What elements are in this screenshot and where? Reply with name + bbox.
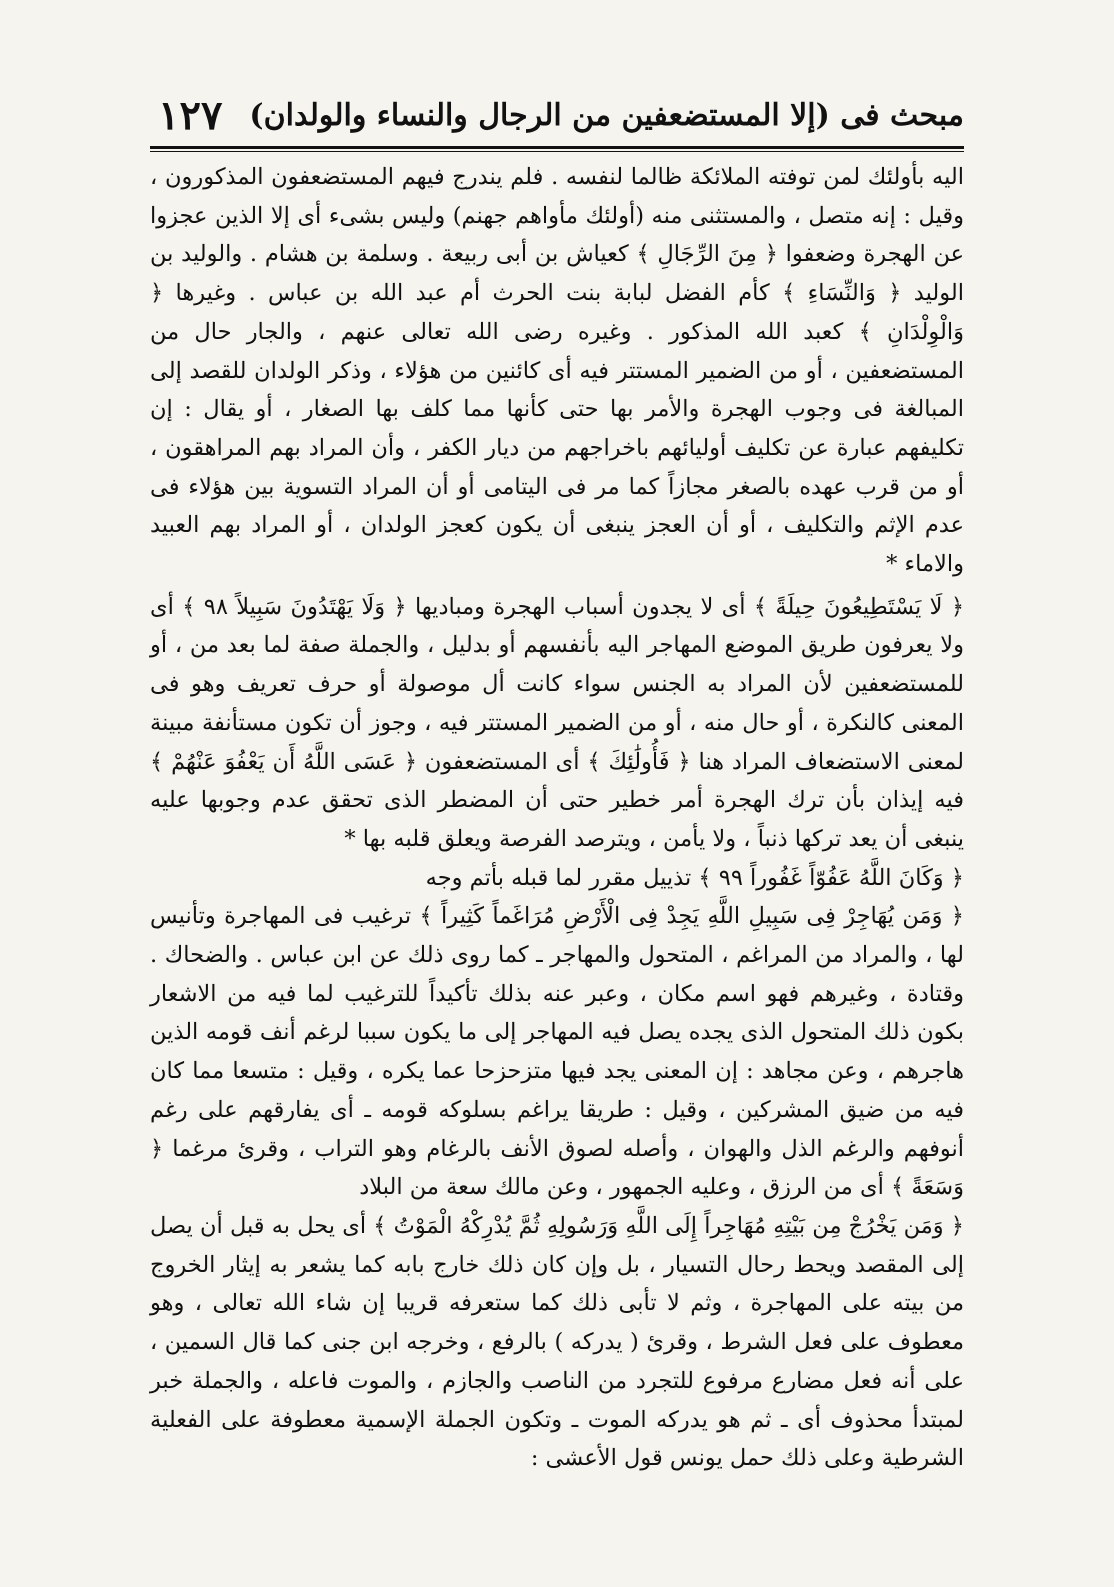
page-body	[150, 158, 964, 1478]
page-header	[150, 92, 964, 144]
paragraph: ﴿ لَا يَسْتَطِيعُونَ حِيلَةً ﴾ أى لا يجدون أسباب الهجرة ومباديها ﴿ وَلَا يَهْتَدُونَ سَبِيلاً ٩٨ ﴾ أى ولا يعرفون طريق الموضع المهاجر اليه بأنفسهم أو بدليل ، والجملة صفة لما بعد من ، أو للمستضعفين لأن المراد به الجنس سواء كانت أل موصولة أو حرف تعريف وهو فى المعنى كالنكرة ، أو حال منه ، أو من الضمير المستتر فيه ، وجوز أن تكون مستأنفة مبينة لمعنى الاستضعاف المراد هنا ﴿ فَأُولَٰئِكَ ﴾ أى المستضعفون ﴿ عَسَى اللَّهُ أَن يَعْفُوَ عَنْهُمْ ﴾ فيه إيذان بأن ترك الهجرة أمر خطير حتى أن المضطر الذى تحقق عدم وجوبها عليه ينبغى أن يعد تركها ذنباً ، ولا يأمن ، ويترصد الفرصة ويعلق قلبه بها *	[150, 593, 965, 852]
header-rule-thin	[150, 151, 964, 152]
paragraph: ﴿ وَمَن يَخْرُجْ مِن بَيْتِهِ مُهَاجِراً إِلَى اللَّهِ وَرَسُولِهِ ثُمَّ يُدْرِكْهُ الْمَوْتُ ﴾ أى يحل به قبل أن يصل إلى المقصد ويحط رحال التسيار ، بل وإن كان ذلك خارج بابه كما يشعر به إيثار الخروج من بيته على المهاجرة ، وثم لا تأبى ذلك كما ستعرفه قريبا إن شاء الله تعالى ، وهو معطوف على فعل الشرط ، وقرئ ( يدركه ) بالرفع ، وخرجه ابن جنى كما قال السمين ، على أنه فعل مضارع مرفوع للتجرد من الناصب والجازم ، والموت فاعله ، والجملة خبر لمبتدأ محذوف أى ـ ثم هو يدركه الموت ـ وتكون الجملة الإسمية معطوفة على الفعلية الشرطية وعلى ذلك حمل يونس قول الأعشى :	[150, 1212, 964, 1472]
header-rule	[150, 144, 964, 152]
header-rule-thick	[150, 146, 964, 149]
paragraph: ﴿ وَمَن يُهَاجِرْ فِى سَبِيلِ اللَّهِ يَجِدْ فِى الْأَرْضِ مُرَاغَماً كَثِيراً ﴾ ترغيب فى المهاجرة وتأنيس لها ، والمراد من المراغم ، المتحول والمهاجر ـ كما روى ذلك عن ابن عباس . والضحاك . وقتادة ، وغيرهم فهو اسم مكان ، وعبر عنه بذلك تأكيداً للترغيب لما فيه من الاشعار بكون ذلك المتحول الذى يجده يصل فيه المهاجر إلى ما يكون سببا لرغم أنف قومه الذين هاجرهم ، وعن مجاهد : إن المعنى يجد فيها متزحزحا عما يكره ، وقيل : متسعا مما كان فيه من ضيق المشركين ، وقيل : طريقا يراغم بسلوكه قومه ـ أى يفارقهم على رغم أنوفهم والرغم الذل والهوان ، وأصله لصوق الأنف بالرغام وهو التراب ، وقرئ مرغما ﴿ وَسَعَةً ﴾ أى من الرزق ، وعليه الجمهور ، وعن مالك سعة من البلاد	[150, 903, 964, 1201]
page-number: ١٢٧	[158, 92, 223, 139]
running-title: مبحث فى (إلا المستضعفين من الرجال والنساء والولدان)	[249, 98, 964, 133]
paragraph: اليه بأولئك لمن توفته الملائكة ظالما لنفسه . فلم يندرج فيهم المستضعفون المذكورون ، وقيل : إنه متصل ، والمستثنى منه (أولئك مأواهم جهنم) وليس بشىء أى إلا الذين عجزوا عن الهجرة وضعفوا ﴿ مِنَ الرِّجَالِ ﴾ كعياش بن أبى ربيعة . وسلمة بن هشام . والوليد بن الوليد ﴿ وَالنِّسَاءِ ﴾ كأم الفضل لبابة بنت الحرث أم عبد الله بن عباس . وغيرها ﴿ وَالْوِلْدَانِ ﴾ كعبد الله المذكور . وغيره رضى الله تعالى عنهم ، والجار حال من المستضعفين ، أو من الضمير المستتر فيه أى كائنين من هؤلاء ، وذكر الولدان للقصد إلى المبالغة فى وجوب الهجرة والأمر بها حتى كأنها مما كلف بها الصغار ، أو يقال : إن تكليفهم عبارة عن تكليف أوليائهم باخراجهم من ديار الكفر ، وأن المراد بهم المراهقون ، أو من قرب عهده بالصغر مجازاً كما مر فى اليتامى أو أن المراد التسوية بين هؤلاء فى عدم الإثم والتكليف ، أو أن العجز ينبغى أن يكون كعجز الولدان ، أو المراد بهم العبيد والاماء *	[150, 164, 964, 578]
paragraph: ﴿ وَكَانَ اللَّهُ عَفُوّاً غَفُوراً ٩٩ ﴾ تذييل مقرر لما قبله بأتم وجه	[425, 864, 964, 891]
